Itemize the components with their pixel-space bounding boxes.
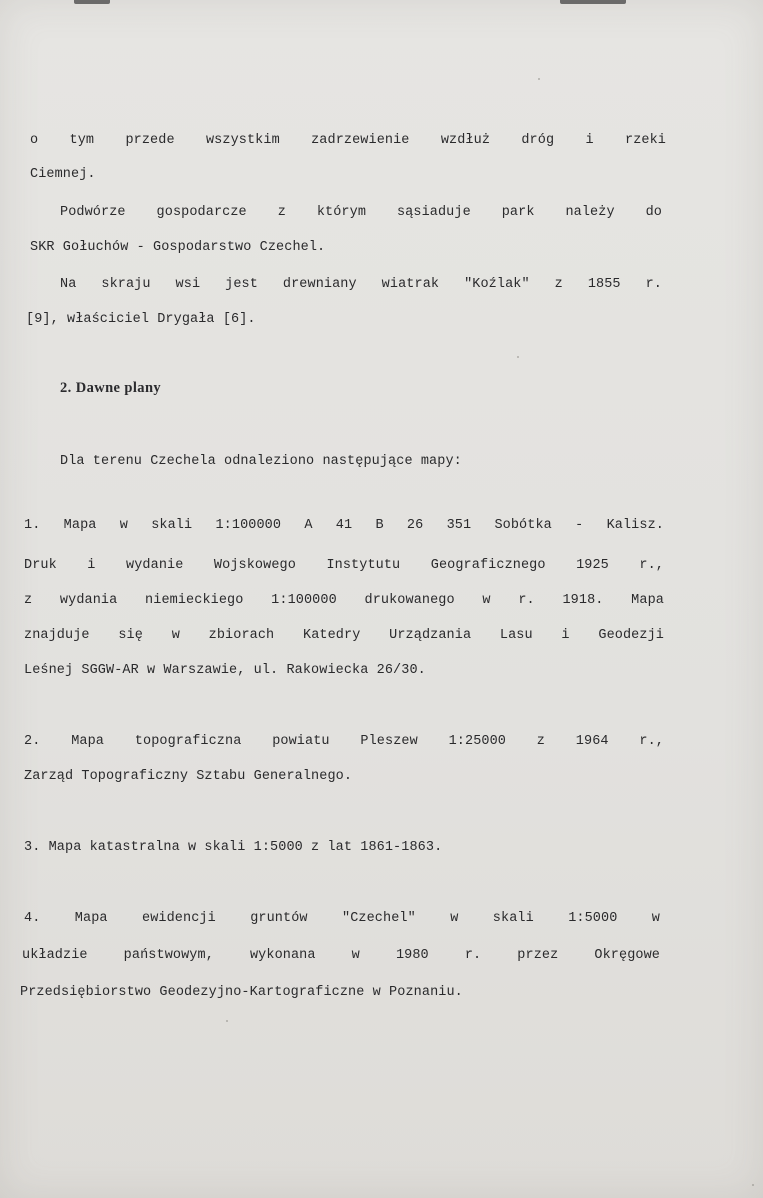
line-text: z wydania niemieckiego 1:100000 drukowanego w r. 1918. Mapa	[24, 593, 664, 608]
scan-edge-mark-left	[74, 0, 110, 4]
list-item-line	[0, 732, 763, 752]
text-line	[0, 767, 763, 787]
text-line	[0, 626, 763, 646]
text-line	[0, 946, 763, 966]
scan-speck	[226, 1020, 228, 1022]
text-line	[0, 452, 763, 472]
line-text: Dla terenu Czechela odnaleziono następujące mapy:	[60, 454, 462, 469]
text-line	[0, 275, 763, 295]
text-line	[0, 661, 763, 681]
text-line	[0, 165, 763, 185]
scan-speck	[517, 356, 519, 358]
list-item-line	[0, 838, 763, 858]
text-line	[0, 310, 763, 330]
line-text: Ciemnej.	[30, 167, 96, 182]
section-heading-text: 2. Dawne plany	[60, 380, 162, 396]
text-line	[0, 591, 763, 611]
line-text: Przedsiębiorstwo Geodezyjno-Kartograficzne w Poznaniu.	[20, 985, 463, 1000]
line-text: Na skraju wsi jest drewniany wiatrak "Koźlak" z 1855 r.	[60, 277, 662, 292]
line-text: Druk i wydanie Wojskowego Instytutu Geograficznego 1925 r.,	[24, 558, 664, 573]
line-text: znajduje się w zbiorach Katedry Urządzania Lasu i Geodezji	[24, 628, 664, 643]
line-text: 4. Mapa ewidencji gruntów "Czechel" w skali 1:5000 w	[24, 911, 660, 926]
section-heading	[0, 378, 763, 398]
line-text: Podwórze gospodarcze z którym sąsiaduje park należy do	[60, 205, 662, 220]
scan-speck	[538, 78, 540, 80]
line-text: SKR Gołuchów - Gospodarstwo Czechel.	[30, 240, 326, 255]
line-text: 1. Mapa w skali 1:100000 A 41 B 26 351 Sobótka - Kalisz.	[24, 518, 664, 533]
line-text: układzie państwowym, wykonana w 1980 r. przez Okręgowe	[22, 948, 660, 963]
line-text: Zarząd Topograficzny Sztabu Generalnego.	[24, 769, 353, 784]
line-text: Leśnej SGGW-AR w Warszawie, ul. Rakowiecka 26/30.	[24, 663, 426, 678]
text-line	[0, 983, 763, 1003]
line-text: o tym przede wszystkim zadrzewienie wzdłuż dróg i rzeki	[30, 133, 666, 148]
line-text: 3. Mapa katastralna w skali 1:5000 z lat 1861-1863.	[24, 840, 443, 855]
text-line	[0, 203, 763, 223]
text-line	[0, 556, 763, 576]
list-item-line	[0, 909, 763, 929]
text-line	[0, 238, 763, 258]
line-text: [9], właściciel Drygała [6].	[26, 312, 256, 327]
text-line	[0, 131, 763, 151]
scan-edge-mark-right	[560, 0, 626, 4]
scan-speck	[752, 1184, 754, 1186]
line-text: 2. Mapa topograficzna powiatu Pleszew 1:25000 z 1964 r.,	[24, 734, 664, 749]
list-item-line	[0, 516, 763, 536]
